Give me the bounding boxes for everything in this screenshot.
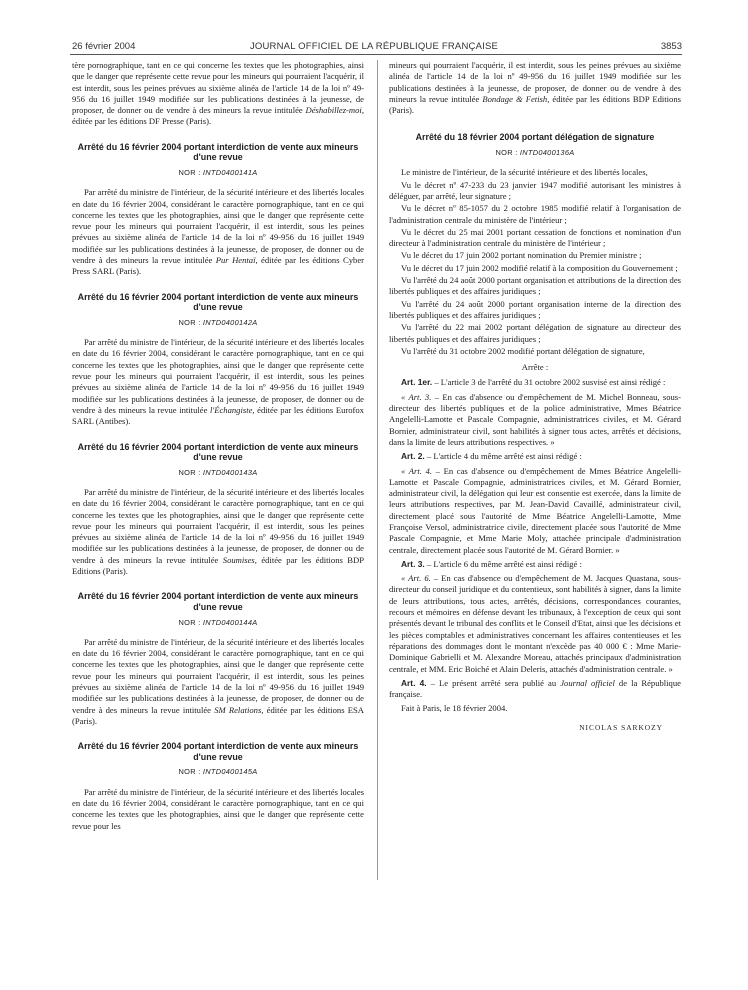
arrete-heading: Arrêté du 18 février 2004 portant délégation de signature xyxy=(415,132,655,143)
vu-clause: Vu le décret du 17 juin 2002 portant nomination du Premier ministre ; xyxy=(401,250,642,261)
page-number: 3853 xyxy=(660,41,682,52)
article: Art. 3. – L'article 6 du même arrêté est ainsi rédigé : xyxy=(401,558,582,569)
nor-reference: NOR : INTD0400142A xyxy=(178,317,258,327)
nor-reference: NOR : INTD0400144A xyxy=(178,617,258,627)
article: Art. 4. – Le présent arrêté sera publié au Journal officiel de la République française. xyxy=(389,677,681,700)
arrete-heading: Arrêté du 16 février 2004 portant interdiction de vente aux mineurs d'une revue xyxy=(77,591,359,612)
article-quote: « Art. 4. – En cas d'absence ou d'empêchement de Mmes Béatrice Angelelli-Lamotte et Pascale Compagnie, administratrices civiles, et M. Gérard Bornier, administrateur civil, la délégation qui leur est consentie est exercée, dans la limite de leurs attributions respectives, par M. Jean-David Cavaillé, administrateur civil, directement placé sous l'autorité de Mme Béatrice Angelelli-Lamotte, Mme Françoise Versol, administratrice civile, directement placée sous l'autorité de Mme Pascale Compagnie, et Mme Marie Moly, attachée principale d'administration centrale, directement placée sous l'autorité de M. Gérard Bornier. » xyxy=(389,465,681,555)
intro-text: Le ministre de l'intérieur, de la sécurité intérieure et des libertés locales, xyxy=(401,167,648,178)
arrete-heading: Arrêté du 16 février 2004 portant interdiction de vente aux mineurs d'une revue xyxy=(77,741,359,762)
arrete-block xyxy=(72,442,364,578)
article: Art. 1er. – L'article 3 de l'arrêté du 31 octobre 2002 susvisé est ainsi rédigé : xyxy=(401,377,666,388)
article-quote: « Art. 3. – En cas d'absence ou d'empêchement de M. Michel Bonneau, sous-directeur des libertés publiques et de la police administrative, Mmes Béatrice Angelelli-Lamotte et Pascale Compagnie, administratrices civiles, et M. Gérard Bornier, administrateur civil, sont habilités à signer tous actes, arrêtés et décisions, dans la limite de leurs attributions respectives. » xyxy=(389,391,682,447)
vu-clause: Vu l'arrêté du 22 mai 2002 portant délégation de signature au directeur des libertés publiques et des affaires juridiques ; xyxy=(389,322,681,344)
column-separator xyxy=(377,60,378,880)
vu-clause: Vu le décret nº 85-1057 du 2 octobre 1985 modifié relatif à l'organisation de l'administration centrale du ministère de l'intérieur ; xyxy=(389,203,681,225)
arrete-heading: Arrêté du 16 février 2004 portant interdiction de vente aux mineurs d'une revue xyxy=(77,291,359,313)
revue-title: l'Échangiste xyxy=(210,404,253,415)
arrete-heading: Arrêté du 16 février 2004 portant interdiction de vente aux mineurs d'une revue xyxy=(77,141,359,163)
signature: NICOLAS SARKOZY xyxy=(579,722,663,732)
arrete-heading: Arrêté du 16 février 2004 portant interdiction de vente aux mineurs d'une revue xyxy=(77,441,359,463)
continued-text: tère pornographique, tant en ce qui concerne les textes que les photographies, ainsi que le danger que représente cette revue pour les mineurs qui pourraient l'acquérir, il est interdit, sous les peines prévues au sixième alinéa de l'article 14 de la loi nº 49-956 du 16 juillet 1949 modifiée sur les publications destinées à la jeunesse, de proposer, de donner ou de vendre à des mineurs la revue intitulée Déshabillez-moi, éditée par les éditions DF Presse (Paris). xyxy=(72,60,364,127)
nor-reference: NOR : INTD0400145A xyxy=(178,767,258,777)
arrete-label: Arrête : xyxy=(521,362,549,373)
header-rule xyxy=(70,54,682,55)
revue-title: SM Relations xyxy=(214,704,262,715)
revue-title: Déshabillez-moi xyxy=(305,105,362,116)
place-date: Fait à Paris, le 18 février 2004. xyxy=(401,703,508,714)
header-date: 26 février 2004 xyxy=(72,41,136,52)
right-column xyxy=(389,60,681,733)
revue-title: Pur Hentaï xyxy=(215,255,256,266)
article: Art. 2. – L'article 4 du même arrêté est ainsi rédigé : xyxy=(401,451,582,462)
arrete-body: Par arrêté du ministre de l'intérieur, de la sécurité intérieure et des libertés locales en date du 16 février 2004, considérant le caractère pornographique, tant en ce qui concerne les textes que les photographies, ainsi que le danger que représente cette revue pour les mineurs qui pourraient l'acquérir, il est interdit, sous les peines prévues au sixième alinéa de l'article 14 de la loi nº 49-956 du 16 juillet 1949 modifiée sur les publications destinées à la jeunesse, de proposer, de donner ou de vendre à des mineurs la revue intitulée l'Échangiste, éditée par les éditions Eurofox SARL (Antibes). xyxy=(72,337,364,427)
arrete-body: Par arrêté du ministre de l'intérieur, de la sécurité intérieure et des libertés locales en date du 16 février 2004, considérant le caractère pornographique, tant en ce qui concerne les textes que les photographies, ainsi que le danger que représente cette revue pour les mineurs qui pourraient l'acquérir, il est interdit, sous les peines prévues au sixième alinéa de l'article 14 de la loi nº 49-956 du 16 juillet 1949 modifiée sur les publications destinées à la jeunesse, de proposer, de donner ou de vendre à des mineurs la revue intitulée Soumises, éditée par les éditions BDP Editions (Paris). xyxy=(72,486,364,577)
arrete-block xyxy=(72,292,364,428)
arrete-body: Par arrêté du ministre de l'intérieur, de la sécurité intérieure et des libertés locales en date du 16 février 2004, considérant le caractère pornographique, tant en ce qui concerne les textes que les photographies, ainsi que le danger que représente cette revue pour les xyxy=(72,786,364,831)
nor-reference: NOR : INTD0400141A xyxy=(178,167,258,177)
revue-title: Soumises xyxy=(222,554,255,565)
arrete-body: Par arrêté du ministre de l'intérieur, de la sécurité intérieure et des libertés locales en date du 16 février 2004, considérant le caractère pornographique, tant en ce qui concerne les textes que les photographies, ainsi que le danger que représente cette revue pour les mineurs qui pourraient l'acquérir, il est interdit, sous les peines prévues au sixième alinéa de l'article 14 de la loi nº 49-956 du 16 juillet 1949 modifiée sur les publications destinées à la jeunesse, de proposer, de donner ou de vendre à des mineurs la revue intitulée Pur Hentaï, éditée par les éditions Cyber Press SARL (Paris). xyxy=(72,187,364,277)
arrete-block xyxy=(72,142,364,278)
vu-clause: Vu le décret du 17 juin 2002 modifié relatif à la composition du Gouvernement ; xyxy=(401,262,678,273)
vu-clause: Vu l'arrêté du 24 août 2000 portant organisation interne de la direction des libertés publiques et des affaires juridiques ; xyxy=(389,298,681,320)
arrete-block xyxy=(72,591,364,727)
nor-reference: NOR : INTD0400136A xyxy=(495,148,575,158)
header-title: JOURNAL OFFICIEL DE LA RÉPUBLIQUE FRANÇAISE xyxy=(249,41,499,52)
article-quote: « Art. 6. – En cas d'absence ou d'empêchement de M. Jacques Quastana, sous-directeur du conseil juridique et du contentieux, sont habilités à signer, dans la limite de leurs attributions, tous actes, arrêtés, décisions, correspondances courantes, recours et mémoires en défense devant les tribunaux, à l'exception de ceux qui sont présentés devant le tribunal des conflits et le Conseil d'Etat, ainsi que les décisions et les pièces comptables et administratives concernant les affaires contentieuses et les réparations des dommages dont le montant n'excède pas 40 000 € : Mme Marie-Dominique Gabrielli et M. Alexandre Moreau, attachés principaux d'administration centrale, et MM. Eric Boiché et Alain Deleris, attachés d'administration centrale. » xyxy=(389,573,682,674)
vu-clause: Vu l'arrêté du 24 août 2000 portant organisation et attributions de la direction des libertés publiques et des affaires juridiques ; xyxy=(389,275,681,297)
revue-title: Bondage & Fetish xyxy=(482,93,548,104)
arrete-block xyxy=(72,741,364,832)
vu-clause: Vu le décret du 25 mai 2001 portant cessation de fonctions et nomination d'un directeur à l'administration centrale du ministère de l'intérieur ; xyxy=(389,226,681,249)
continued-text: mineurs qui pourraient l'acquérir, il est interdit, sous les peines prévues au sixième alinéa de l'article 14 de la loi nº 49-956 du 16 juillet 1949 modifiée sur les publications destinées à la jeunesse, de proposer, de donner ou de vendre à des mineurs la revue intitulée Bondage & Fetish, éditée par les éditions BDP Editions (Paris). xyxy=(389,60,681,116)
arrete-body: Par arrêté du ministre de l'intérieur, de la sécurité intérieure et des libertés locales en date du 16 février 2004, considérant le caractère pornographique, tant en ce qui concerne les textes que les photographies, ainsi que le danger que représente cette revue pour les mineurs qui pourraient l'acquérir, il est interdit, sous les peines prévues au sixième alinéa de l'article 14 de la loi nº 49-956 du 16 juillet 1949 modifiée sur les publications destinées à la jeunesse, de proposer, de donner ou de vendre à des mineurs la revue intitulée SM Relations, éditée par les éditions ESA (Paris). xyxy=(72,636,364,726)
left-column xyxy=(72,60,364,832)
vu-clause: Vu le décret nº 47-233 du 23 janvier 1947 modifié autorisant les ministres à déléguer, par arrêté, leur signature ; xyxy=(389,179,681,201)
nor-reference: NOR : INTD0400143A xyxy=(178,467,258,477)
vu-clause: Vu l'arrêté du 31 octobre 2002 modifié portant délégation de signature, xyxy=(401,345,645,356)
